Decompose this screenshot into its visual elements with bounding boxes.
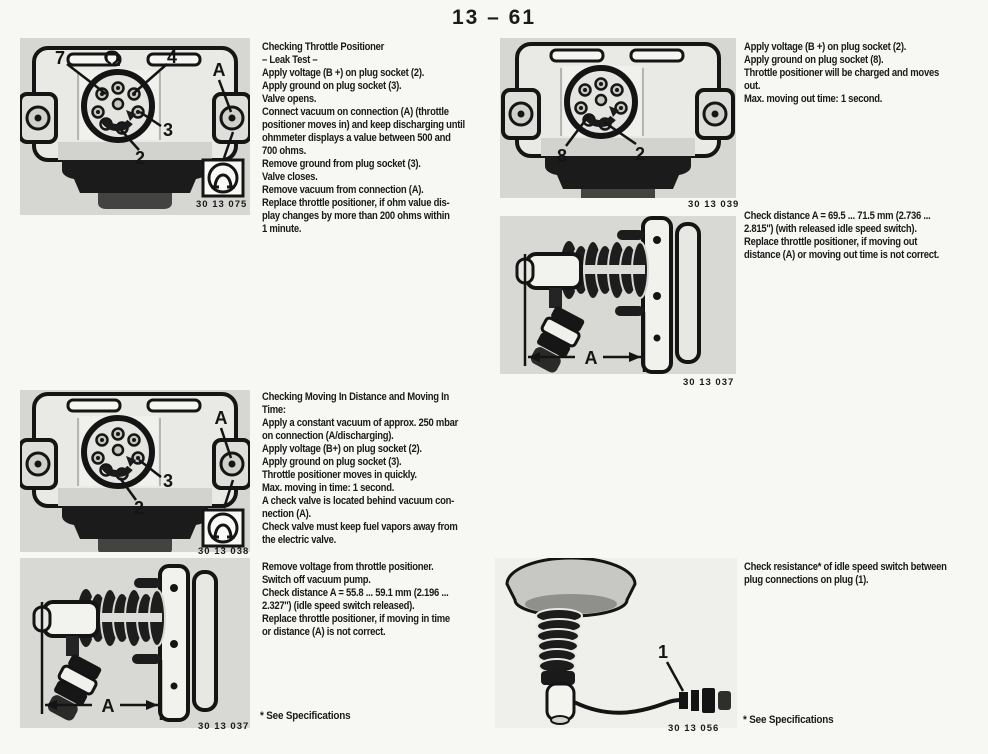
figure-number: 30 13 075: [196, 199, 248, 210]
text-line: 1 minute.: [262, 223, 302, 235]
distance-a-label: A: [101, 696, 115, 716]
valve-symbol-inset: [203, 510, 243, 546]
callout-pin-4: 4: [166, 47, 178, 67]
text-line: Valve opens.: [262, 93, 317, 105]
see-specifications-footnote: * See Specifications: [260, 710, 351, 722]
callout-pin-2: 2: [133, 498, 145, 518]
text-line: 700 ohms.: [262, 145, 306, 157]
text-line: Throttle positioner will be charged and moves: [744, 67, 939, 79]
figure-number: 30 13 037: [683, 377, 735, 388]
see-specifications-footnote: * See Specifications: [743, 714, 834, 726]
text-line: Check distance A = 55.8 ... 59.1 mm (2.196 ...: [262, 587, 449, 599]
text-line: Replace throttle positioner, if ohm value dis-: [262, 197, 450, 209]
text-line: Remove vacuum from connection (A).: [262, 184, 424, 196]
distance-a-label: A: [584, 348, 598, 368]
text-line: Apply ground on plug socket (3).: [262, 80, 402, 92]
callout-connection-a: A: [212, 60, 226, 80]
figure-number: 30 13 039: [688, 199, 740, 210]
text-line: out.: [744, 80, 761, 92]
text-line: 2.815'') (with released idle speed switch).: [744, 223, 917, 235]
leak-test-instructions: [262, 41, 465, 236]
text-line: distance (A) or moving out time is not correct.: [744, 249, 939, 261]
text-line: nection (A).: [262, 508, 311, 520]
text-line: Apply voltage (B+) on plug socket (2).: [262, 443, 422, 455]
text-line: Valve closes.: [262, 171, 318, 183]
text-line: the electric valve.: [262, 534, 336, 546]
idle-switch-resistance-instructions: [744, 561, 947, 587]
text-line: or distance (A) is not correct.: [262, 626, 386, 638]
text-line: Apply voltage (B +) on plug socket (2).: [744, 41, 907, 53]
figure-number: 30 13 056: [668, 723, 720, 734]
text-line: plug connections on plug (1).: [744, 574, 869, 586]
text-line: Check valve must keep fuel vapors away from: [262, 521, 458, 533]
switch-tip: [547, 684, 574, 720]
text-line: Throttle positioner moves in quickly.: [262, 469, 417, 481]
positioner-bellows-illustration: [500, 216, 736, 374]
callout-connection-a: A: [214, 408, 228, 428]
text-line: Check distance A = 69.5 ... 71.5 mm (2.736 ...: [744, 210, 931, 222]
text-line: Max. moving out time: 1 second.: [744, 93, 883, 105]
text-line: play changes by more than 200 ohms within: [262, 210, 450, 222]
check-distance-out-instructions: [744, 210, 939, 262]
throttle-positioner-front-illustration: [20, 38, 250, 215]
charge-out-instructions: [744, 41, 939, 106]
figure-number: 30 13 038: [198, 546, 250, 557]
moving-in-check-instructions: [262, 561, 450, 639]
idle-speed-switch-illustration: [495, 558, 737, 728]
figure-photo-moving-in-distance: [20, 558, 250, 728]
throttle-positioner-front-illustration: [500, 38, 736, 198]
text-line: Apply ground on plug socket (3).: [262, 456, 402, 468]
text-line: Checking Moving In Distance and Moving In: [262, 391, 450, 403]
threaded-shaft: [536, 609, 582, 673]
figure-photo-leak-test: [20, 38, 250, 215]
text-line: Replace throttle positioner, if moving in time: [262, 613, 450, 625]
figure-number: 30 13 037: [198, 721, 250, 732]
text-line: Remove voltage from throttle positioner.: [262, 561, 434, 573]
page-number: 13 – 61: [451, 6, 537, 29]
text-line: Checking Throttle Positioner: [262, 41, 385, 53]
callout-pin-2: 2: [134, 148, 146, 168]
text-line: Connect vacuum on connection (A) (throttle: [262, 106, 449, 118]
text-line: Apply ground on plug socket (8).: [744, 54, 884, 66]
text-line: – Leak Test –: [262, 54, 318, 66]
figure-photo-moving-in: [20, 390, 250, 552]
callout-pin-8: 8: [556, 146, 568, 166]
positioner-bellows-illustration: [20, 558, 250, 728]
switch-tip-end: [551, 716, 569, 724]
callout-pin-3: 3: [162, 471, 174, 491]
callout-pin-2: 2: [634, 144, 646, 164]
text-line: ohmmeter displays a value between 500 and: [262, 132, 451, 144]
callout-pin-7: 7: [54, 48, 66, 68]
text-line: Max. moving in time: 1 second.: [262, 482, 395, 494]
callout-plug-1: 1: [657, 642, 669, 662]
text-line: positioner moves in) and keep discharging until: [262, 119, 465, 131]
text-line: Apply a constant vacuum of approx. 250 mbar: [262, 417, 459, 429]
text-line: on connection (A/discharging).: [262, 430, 394, 442]
valve-symbol-inset: [203, 160, 243, 196]
text-line: Check resistance* of idle speed switch between: [744, 561, 947, 573]
text-line: 2.327'') (idle speed switch released).: [262, 600, 415, 612]
figure-photo-moving-out-distance: [500, 216, 736, 374]
figure-photo-idle-speed-switch: [495, 558, 737, 728]
text-line: Apply voltage (B +) on plug socket (2).: [262, 67, 425, 79]
text-line: A check valve is located behind vacuum con-: [262, 495, 455, 507]
figure-photo-charge-out: [500, 38, 736, 198]
text-line: Time:: [262, 404, 286, 416]
moving-in-instructions: [262, 391, 458, 547]
text-line: Remove ground from plug socket (3).: [262, 158, 421, 170]
text-line: Switch off vacuum pump.: [262, 574, 371, 586]
callout-pin-3: 3: [162, 120, 174, 140]
throttle-positioner-front-illustration: [20, 390, 250, 552]
ohm-symbol: Ω: [103, 46, 121, 71]
text-line: Replace throttle positioner, if moving out: [744, 236, 918, 248]
